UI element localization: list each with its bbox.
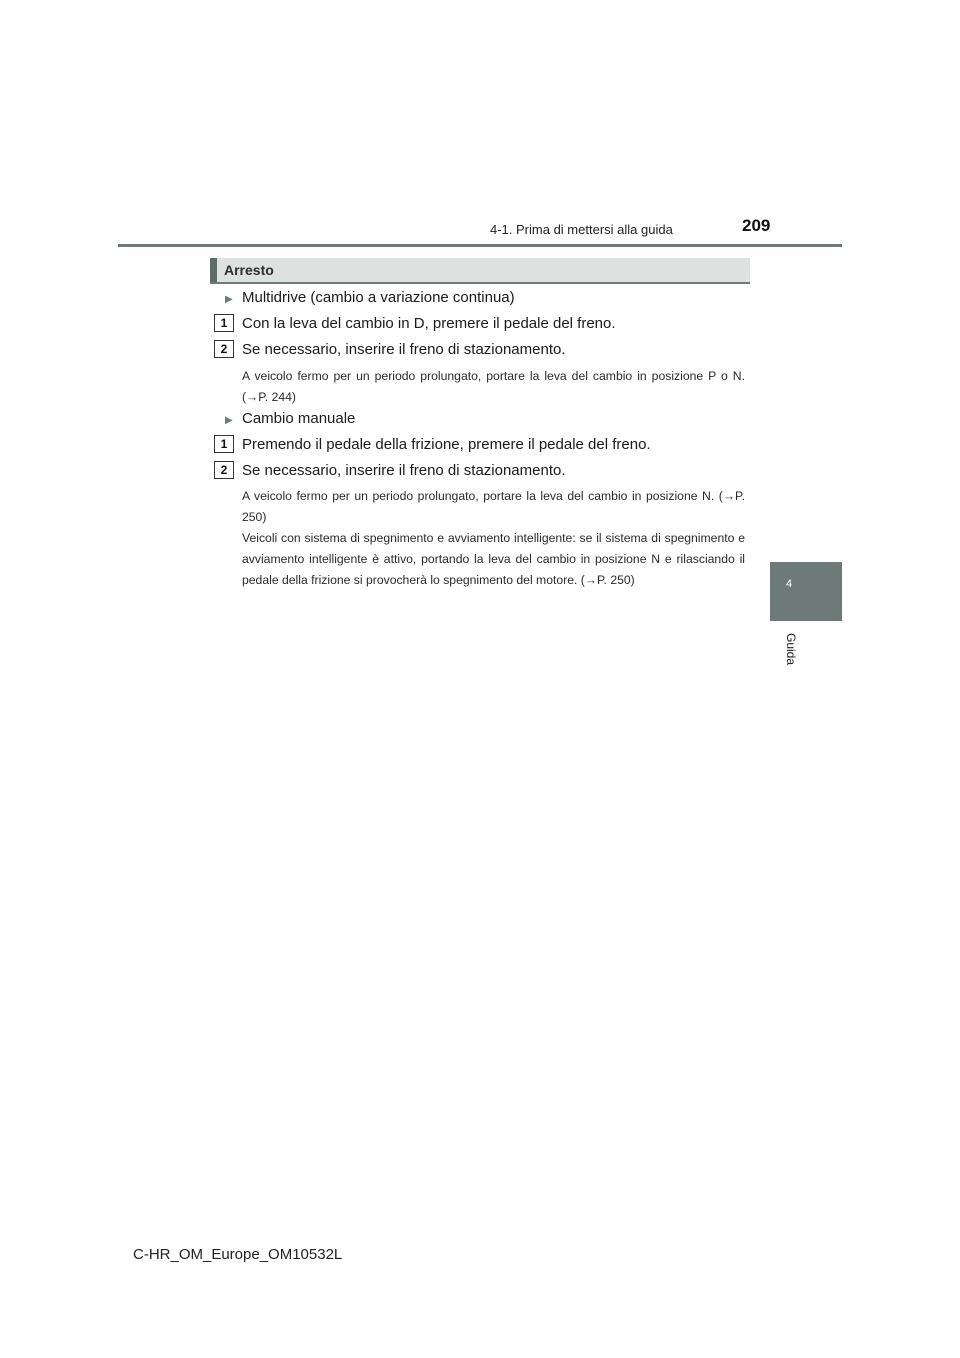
chapter-title: 4-1. Prima di mettersi alla guida <box>490 222 673 237</box>
note-paragraph: A veicolo fermo per un periodo prolungato, portare la leva del cambio in posizione P o N. (→P. 244) <box>242 369 745 404</box>
section-title: Arresto <box>224 262 274 278</box>
section-header <box>210 258 750 284</box>
step-text: Se necessario, inserire il freno di stazionamento. <box>242 341 566 358</box>
step-badge: 1 <box>214 314 234 332</box>
chapter-tab <box>770 562 842 621</box>
step-badge: 1 <box>214 435 234 453</box>
note-paragraph: A veicolo fermo per un periodo prolungato, portare la leva del cambio in posizione N. (→P. 250) <box>242 489 745 524</box>
note-paragraph: Veicoli con sistema di spegnimento e avviamento intelligente: se il sistema di spegnimento e avviamento intelligente è attivo, portando la leva del cambio in posizione N e rilasciando il pedale della frizione si provocherà lo spegnimento del motore. (→P. 250) <box>242 531 745 587</box>
step-badge: 2 <box>214 461 234 479</box>
step-text: Se necessario, inserire il freno di stazionamento. <box>242 462 566 479</box>
subsection-heading-manual <box>225 410 355 427</box>
header-divider <box>118 244 842 247</box>
step-text: Con la leva del cambio in D, premere il pedale del freno. <box>242 315 616 332</box>
triangle-bullet-icon: ▶ <box>225 294 233 305</box>
document-code: C-HR_OM_Europe_OM10532L <box>133 1246 343 1263</box>
step-badge: 2 <box>214 340 234 358</box>
chapter-tab-number: 4 <box>786 578 793 590</box>
subsection-heading-multidrive <box>225 289 515 306</box>
chapter-tab-label: Guida <box>784 633 798 666</box>
subsection-heading-text: Cambio manuale <box>242 410 356 427</box>
triangle-bullet-icon: ▶ <box>225 415 233 426</box>
subsection-heading-text: Multidrive (cambio a variazione continua) <box>242 289 515 306</box>
page-number: 209 <box>742 216 771 235</box>
step-text: Premendo il pedale della frizione, premere il pedale del freno. <box>242 436 651 453</box>
